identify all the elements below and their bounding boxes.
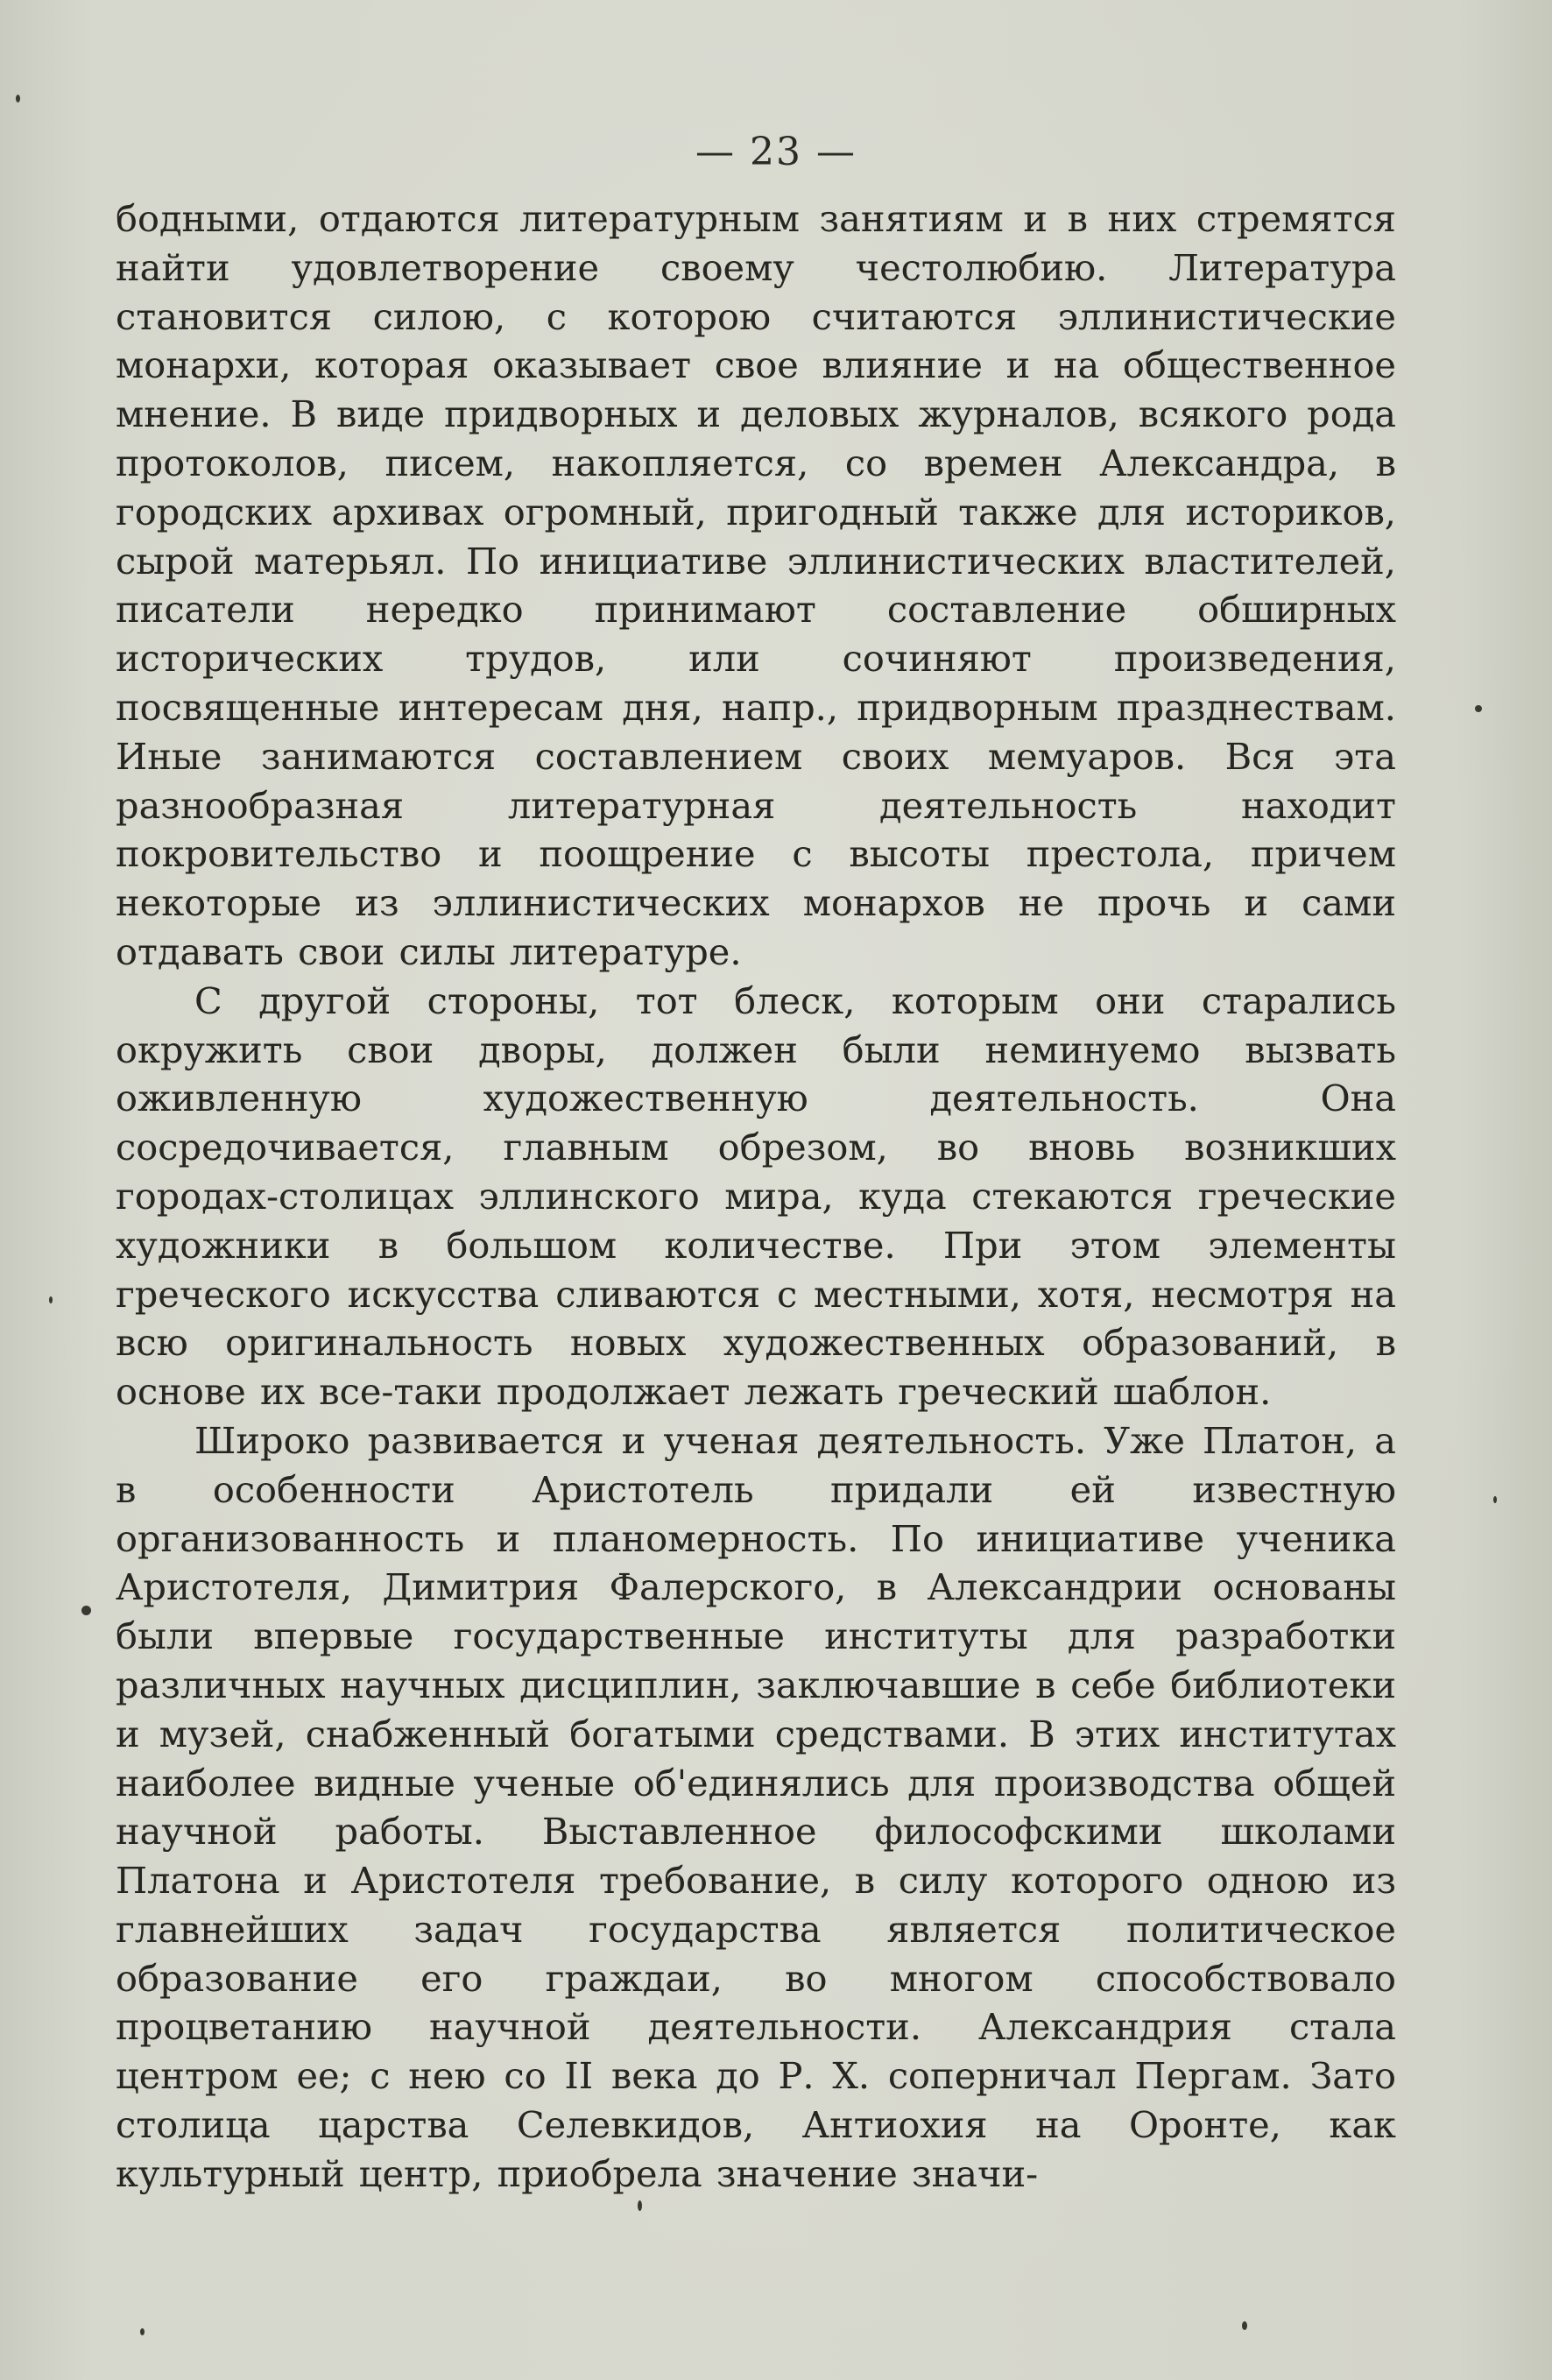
paragraph-3: Широко развивается и ученая деятельность. Уже Платон, а в особенности Аристотель придали ей известную организованность и планомерность. По инициативе ученика Аристотеля, Димитрия Фалерского, в Александрии основаны были впервые государственные институты для разработки различных научных дисциплин, заключавшие в себе библиотеки и музей, снабженный богатыми средствами. В этих институтах наиболее видные ученые об'единялись для производства общей научной работы. Выставленное философскими школами Платона и Аристотеля требование, в силу которого одною из главнейших задач государства является политическое образование его граждаи, во многом способствовало процветанию научной деятельности. Александрия стала центром ее; с нею со II века до Р. Х. соперничал Пергам. Зато столица царства Селевкидов, Антиохия на Оронте, как культурный центр, приобрела значение значи- [116, 1418, 1396, 2195]
page-number: — 23 — [695, 130, 857, 174]
paper-speck [638, 2200, 642, 2211]
paper-speck [140, 2328, 145, 2335]
paragraph-2: С другой стороны, тот блеск, которым они старались окружить свои дворы, должен были неминуемо вызвать оживленную художественную деятельность. Она сосредочивается, главным обрезом, во вновь возникших городах-столицах эллинского мира, куда стекаются греческие художники в большом количестве. При этом элементы греческого искусства сливаются с местными, хотя, несмотря на всю оригинальность новых художественных образований, в основе их все-таки продолжает лежать греческий шаблон. [116, 978, 1396, 1414]
paper-speck [16, 95, 20, 102]
paper-speck [49, 1296, 53, 1303]
body-text [116, 194, 1396, 2199]
paragraph-1: бодными, отдаются литературным занятиям и в них стремятся найти удовлетворение своему честолюбию. Литература становится силою, с которою считаются эллинистические монархи, которая оказывает свое влияние и на общественное мнение. В виде придворных и деловых журналов, всякого рода протоколов, писем, накопляется, со времен Александра, в городских архивах огромный, пригодный также для историков, сырой матерьял. По инициативе эллинистических властителей, писатели нередко принимают составление обширных исторических трудов, или сочиняют произведения, посвященные интересам дня, напр., придворным празднествам. Иные занимаются составлением своих мемуаров. Вся эта разнообразная литературная деятельность находит покровительство и поощрение с высоты престола, причем некоторые из эллинистических монархов не прочь и сами отдавать свои силы литературе. [116, 197, 1396, 973]
paper-speck [1493, 1496, 1497, 1503]
paper-speck [1475, 705, 1482, 712]
paper-speck [1242, 2321, 1247, 2330]
paper-speck [81, 1606, 91, 1615]
